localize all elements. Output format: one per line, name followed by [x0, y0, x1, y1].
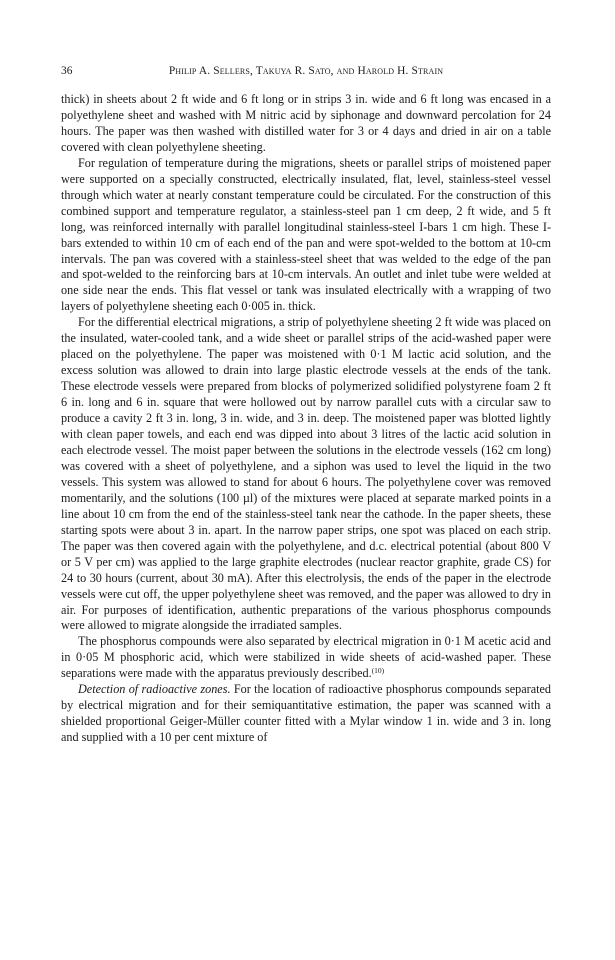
- paragraph: [61, 682, 551, 746]
- paragraph-text: For regulation of temperature during the migrations, sheets or parallel strips of moistened paper were supported on a specially constructed, electrically insulated, flat, level, stainless-steel vessel through which water at nearly constant temperature could be circulated. For the construction of this combined support and temperature regulator, a stainless-steel pan 1 cm deep, 2 ft wide, and 5 ft long, was reinforced internally with parallel longitudinal stainless-steel I-bars 1 cm high. These I-bars extended to within 10 cm of each end of the pan and were spot-welded to the bottom at 10-cm intervals. The pan was covered with a stainless-steel sheet that was welded to the edge of the pan and spot-welded to the reinforcing bars at 10-cm intervals. An outlet and inlet tube were welded at one side near the ends. This flat vessel or tank was insulated electrically with a wrapping of two layers of polyethylene sheeting each 0·005 in. thick.: [61, 155, 551, 314]
- section-heading: Detection of radioactive zones.: [78, 682, 231, 697]
- paragraph: [61, 92, 551, 156]
- running-head: Philip A. Sellers, Takuya R. Sato, and Harold H. Strain: [168, 65, 444, 77]
- paragraph-text: For the differential electrical migrations, a strip of polyethylene sheeting 2 ft wide was placed on the insulated, water-cooled tank, and a wide sheet or parallel strips of the acid-washed paper were placed on the polyethylene. The paper was moistened with 0·1 M lactic acid solution, and the excess solution was allowed to drain into large plastic electrode vessels at the ends of the tank. These electrode vessels were prepared from blocks of polymerized solidified polystyrene foam 2 ft 6 in. long and 6 in. square that were hollowed out by narrow parallel cuts with a circular saw to produce a cavity 2 ft 3 in. long, 3 in. wide, and 3 in. deep. The moistened paper was blotted lightly with clean paper towels, and each end was dipped into about 3 litres of the lactic acid solution in each electrode vessel. The moist paper between the solutions in the electrode vessels (162 cm long) was covered with a sheet of polyethylene, and a siphon was used to level the liquid in the two vessels. This system was allowed to stand for about 6 hours. The polyethylene cover was removed momentarily, and the solutions (100 µl) of the mixtures were placed at separate marked points in a line about 10 cm from the end of the stainless-steel tank near the cathode. In the paper sheets, these starting spots were about 3 in. apart. In the narrow paper strips, one spot was placed on each strip. The paper was then covered again with the polyethylene, and d.c. electrical potential (about 800 V or 5 V per cm) was applied to the large graphite electrodes (nuclear reactor graphite, grade CS) for 24 to 30 hours (current, about 30 mA). After this electrolysis, the ends of the paper in the electrode vessels were cut off, the upper polyethylene sheet was removed, and the paper was allowed to dry in air. For purposes of identification, authentic preparations of the various phosphorus compounds were allowed to migrate alongside the irradiated samples.: [61, 315, 551, 633]
- paragraph-text: The phosphorus compounds were also separated by electrical migration in 0·1 M acetic acid and in 0·05 M phosphoric acid, which were stabilized in wide sheets of acid-washed paper. These separations were made with the apparatus previously described.: [61, 634, 551, 681]
- paragraph: [61, 315, 551, 634]
- paragraph-text: thick) in sheets about 2 ft wide and 6 ft long or in strips 3 in. wide and 6 ft long was encased in a polyethylene sheet and washed with M nitric acid by siphonage and downward percolation for 24 hours. The paper was then washed with distilled water for 3 or 4 days and dried in air on a table covered with clean polyethylene sheeting.: [61, 92, 551, 154]
- body-text: [61, 92, 551, 746]
- citation-ref: (10): [371, 666, 385, 676]
- paragraph: [61, 156, 551, 316]
- page-number: 36: [61, 65, 73, 77]
- paragraph: [61, 634, 551, 682]
- page-header: [61, 62, 551, 80]
- paragraph-text: For the location of radioactive phosphorus compounds separated by electrical migration and for their semiquantitative estimation, the paper was scanned with a shielded proportional Geiger-Müller counter fitted with a Mylar window 1 in. wide and 3 in. long and supplied with a 10 per cent mixture of: [61, 682, 551, 745]
